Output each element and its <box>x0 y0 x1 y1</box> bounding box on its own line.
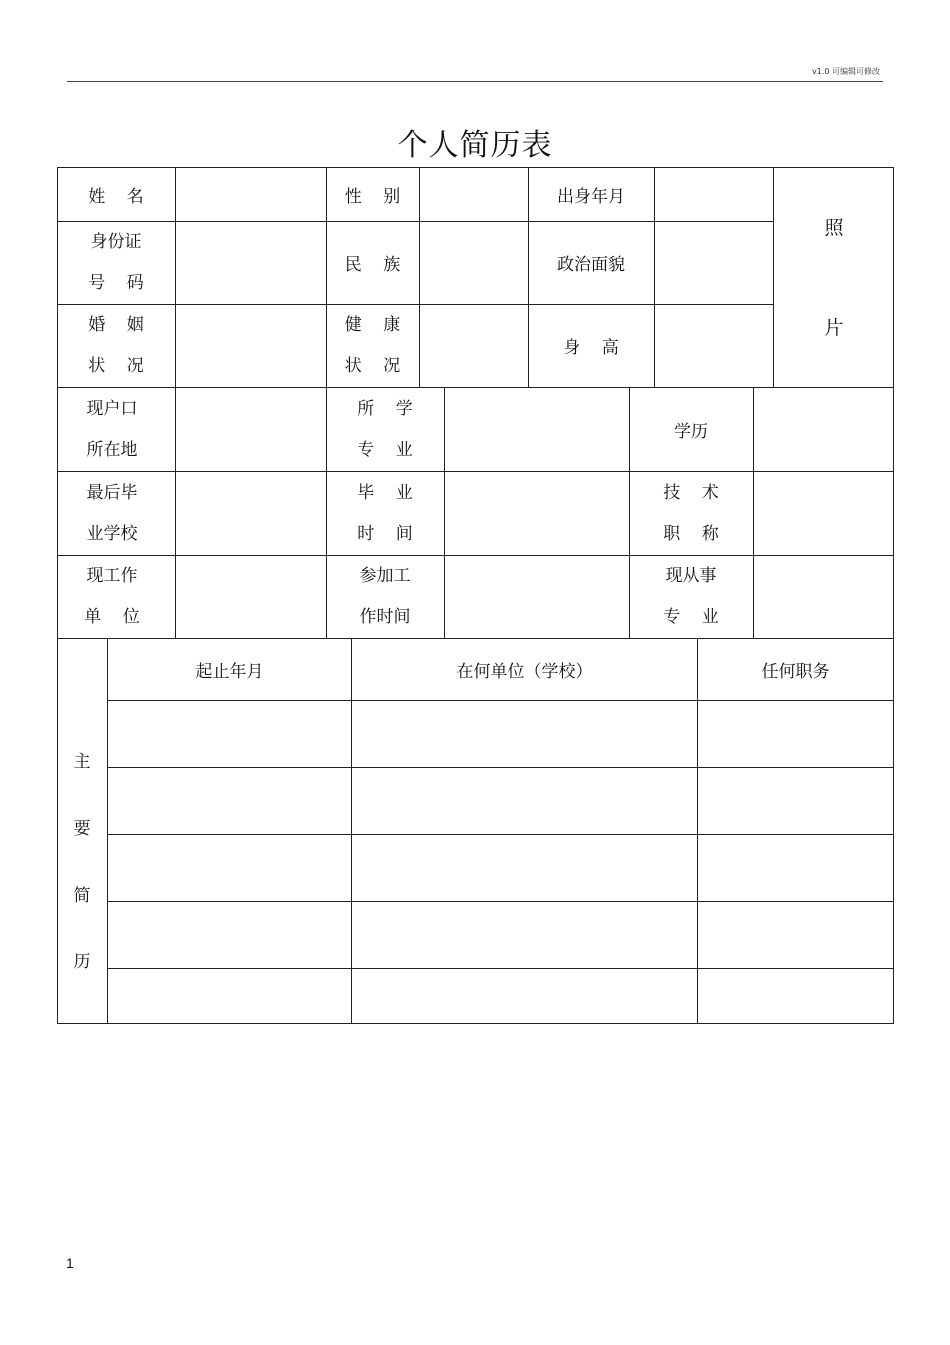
label-residence-line2: 所在地 <box>86 439 138 460</box>
label-marital-line2: 状 况 <box>88 356 144 376</box>
history-col-unit: 在何单位（学校） <box>456 661 593 682</box>
header-version-note: v1.0 可编辑可修改 <box>812 67 880 76</box>
history-row-position[interactable] <box>698 701 893 767</box>
label-id-number-line1: 身份证 <box>90 232 142 252</box>
label-id-number-line2: 号 码 <box>88 273 144 293</box>
label-health-status <box>326 304 419 387</box>
label-residence-line1: 现户口 <box>86 398 138 419</box>
label-education: 学历 <box>674 421 708 442</box>
input-current-employer[interactable] <box>176 556 326 638</box>
label-graduated-school <box>57 471 167 555</box>
input-name[interactable] <box>176 168 326 221</box>
label-work-start-line1: 参加工 <box>359 566 411 586</box>
history-side-label-char4: 历 <box>73 952 91 972</box>
label-residence <box>57 387 167 471</box>
input-height[interactable] <box>655 305 773 387</box>
form-border-bottom <box>57 1023 894 1024</box>
history-row-period[interactable] <box>108 768 351 834</box>
label-name: 姓 名 <box>88 186 144 207</box>
history-row-period[interactable] <box>108 969 351 1023</box>
history-row-position[interactable] <box>698 768 893 834</box>
input-education[interactable] <box>754 388 893 471</box>
label-employer-line2: 单 位 <box>84 607 140 627</box>
label-tech-title-line1: 技 术 <box>663 482 719 503</box>
header-divider <box>67 81 883 82</box>
resume-form <box>57 167 894 1024</box>
label-profession-line2: 专 业 <box>663 607 719 627</box>
history-row-unit[interactable] <box>352 835 697 901</box>
label-id-number <box>57 221 175 304</box>
label-school-line2: 业学校 <box>86 523 138 544</box>
history-row-position[interactable] <box>698 835 893 901</box>
input-technical-title[interactable] <box>754 472 893 555</box>
history-row-position[interactable] <box>698 902 893 968</box>
label-current-profession <box>629 555 753 638</box>
input-gender[interactable] <box>420 168 528 221</box>
label-grad-time-line1: 毕 业 <box>357 482 413 503</box>
page-title: 个人简历表 <box>397 128 553 163</box>
history-col-position: 任何职务 <box>761 661 830 682</box>
history-row-unit[interactable] <box>352 701 697 767</box>
label-employer-line1: 现工作 <box>86 566 138 586</box>
label-major-line2: 专 业 <box>357 439 413 460</box>
photo-label-char2: 片 <box>824 317 844 339</box>
label-birth-date: 出身年月 <box>557 186 625 207</box>
input-birth-date[interactable] <box>655 168 773 221</box>
photo-label-char1: 照 <box>824 217 844 239</box>
label-height: 身 高 <box>563 338 619 358</box>
label-technical-title <box>629 471 753 555</box>
input-residence[interactable] <box>176 388 326 471</box>
label-ethnicity: 民 族 <box>344 255 401 275</box>
label-major-line1: 所 学 <box>357 398 413 419</box>
input-ethnicity[interactable] <box>420 222 528 304</box>
history-row-unit[interactable] <box>352 902 697 968</box>
input-graduation-time[interactable] <box>445 472 629 555</box>
label-graduation-time <box>326 471 444 555</box>
label-marital-line1: 婚 姻 <box>88 315 144 335</box>
page-number: 1 <box>66 1255 74 1271</box>
label-grad-time-line2: 时 间 <box>357 523 413 544</box>
history-row-period[interactable] <box>108 902 351 968</box>
input-id-number[interactable] <box>176 222 326 304</box>
label-political-status: 政治面貌 <box>557 255 625 275</box>
label-major <box>326 387 444 471</box>
history-row-period[interactable] <box>108 701 351 767</box>
label-gender: 性 别 <box>344 186 401 207</box>
form-border-right <box>893 167 894 1024</box>
history-row-unit[interactable] <box>352 768 697 834</box>
label-work-start-time <box>326 555 444 638</box>
input-current-profession[interactable] <box>754 556 893 638</box>
history-col-period: 起止年月 <box>195 661 264 682</box>
photo-area[interactable] <box>774 168 893 387</box>
label-health-line2: 状 况 <box>344 356 401 376</box>
history-side-label-char1: 主 <box>73 752 91 772</box>
input-marital-status[interactable] <box>176 305 326 387</box>
history-row-period[interactable] <box>108 835 351 901</box>
history-row-position[interactable] <box>698 969 893 1023</box>
label-health-line1: 健 康 <box>344 315 401 335</box>
label-current-employer <box>57 555 167 638</box>
input-work-start-time[interactable] <box>445 556 629 638</box>
input-graduated-school[interactable] <box>176 472 326 555</box>
label-profession-line1: 现从事 <box>665 566 717 586</box>
label-tech-title-line2: 职 称 <box>663 523 719 544</box>
input-political-status[interactable] <box>655 222 773 304</box>
history-side-label-char2: 要 <box>73 819 91 839</box>
input-major[interactable] <box>445 388 629 471</box>
history-side-label-char3: 简 <box>73 886 91 906</box>
label-school-line1: 最后毕 <box>86 482 138 503</box>
history-row-unit[interactable] <box>352 969 697 1023</box>
label-work-start-line2: 作时间 <box>359 607 411 627</box>
input-health-status[interactable] <box>420 305 528 387</box>
label-marital-status <box>57 304 175 387</box>
